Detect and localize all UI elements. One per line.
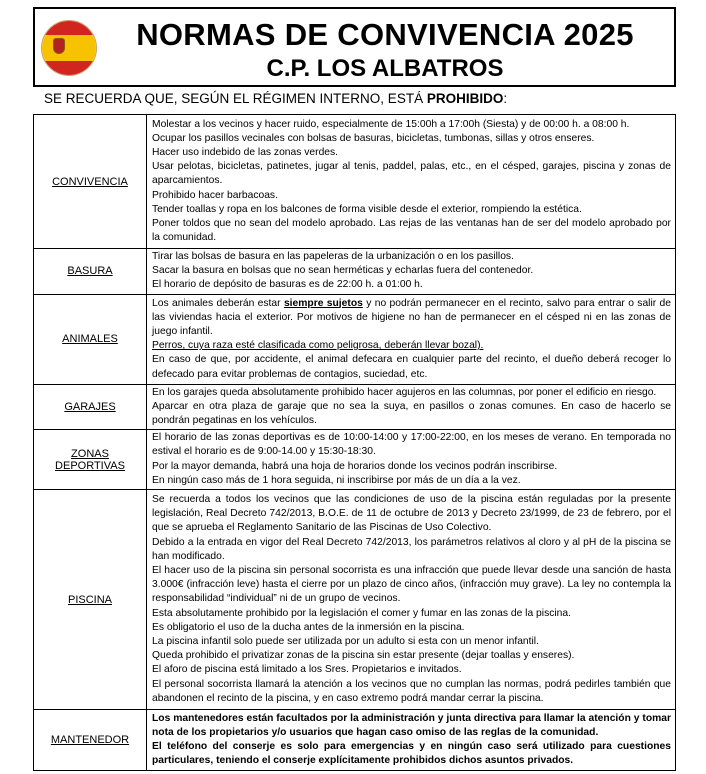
document-title: NORMAS DE CONVIVENCIA 2025 [136,17,634,52]
rule-line: Ocupar los pasillos vecinales con bolsas de basuras, bicicletas, tumbonas, sillas y otros enseres. [152,132,595,144]
rule-line: En caso de que, por accidente, el animal defecara en cualquier parte del recinto, el dueño deberá recoger lo defecado para evitar problemas de contagios, suciedad, etc. [152,354,671,380]
section-mantenedor [34,710,676,771]
section-convivencia [34,115,676,249]
section-animales [34,294,676,384]
rule-line: Sacar la basura en bolsas que no sean herméticas y echarlas fuera del contenedor. [152,265,534,277]
rule-line: Se recuerda a todos los vecinos que las condiciones de uso de la piscina están reguladas por la presente legislación, Real Decreto 742/2013, B.O.E. de 11 de octubre de 2013 y Decreto 23/1999, de 23 de febrero, por el que se aprueba el Reglamento Sanitario de las Piscinas de Uso Colectivo. [152,494,671,534]
section-label: ZONAS DEPORTIVAS [34,430,147,490]
section-content [147,490,676,710]
rule-line: Esta absolutamente prohibido por la legislación el comer y fumar en las zonas de la piscina. [152,607,571,619]
rule-line: Los mantenedores están facultados por la administración y junta directiva para llamar la atención y tomar nota de los propietarios y/o usuarios que hagan caso omiso de las reglas de la comunidad. [152,712,671,738]
rule-line: Por la mayor demanda, habrá una hoja de horarios donde los vecinos podrán inscribirse. [152,460,558,472]
rule-line: Es obligatorio el uso de la ducha antes de la inmersión en la piscina. [152,621,465,633]
section-label: MANTENEDOR [34,710,147,771]
section-content [147,249,676,295]
section-content [147,384,676,430]
section-basura [34,249,676,295]
section-garajes [34,384,676,430]
rule-line: El horario de las zonas deportivas es de 10:00-14:00 y 17:00-22:00, en los meses de verano. En temporada no estival el horario es de 9:00-14.00 y 15:30-18:30. [152,432,671,458]
rule-line: Tirar las bolsas de basura en las papeleras de la urbanización o en los pasillos. [152,251,514,262]
rule-line: El hacer uso de la piscina sin personal socorrista es una infracción que puede llevar desde una sanción de hasta 3.000€ (infracción leve) hasta el cierre por un plazo de cinco años, (infracción muy grave). La ley no contempla la responsabilidad “individual” ni de un grupo de vecinos. [152,565,671,605]
document-header [33,7,676,87]
rule-line: La piscina infantil solo puede ser utilizada por un adulto si esta con un menor infantil. [152,636,539,648]
rule-line: En ningún caso más de 1 hora seguida, ni inscribirse por más de un día a la vez. [152,474,521,486]
rule-line: El personal socorrista llamará la atención a los vecinos que no cumplan las normas, podrá pedirles también que abandonen el recinto de la piscina, y en caso extremo podrá mandar cerrar la piscina. [152,678,671,704]
rule-line: Poner toldos que no sean del modelo aprobado. Las rejas de las ventanas han de ser del modelo aprobado por la comunidad. [152,218,671,244]
rule-line: Aparcar en otra plaza de garaje que no sea la suya, en pasillos o zonas comunes. En caso de hacerlo se pondrán pegatinas en los vehículos. [152,400,671,427]
section-content [147,710,676,771]
section-label: PISCINA [34,490,147,710]
rule-line: Perros, cuya raza esté clasificada como peligrosa, deberán llevar bozal). [152,340,484,352]
emphasis-text: siempre sujetos [283,297,363,309]
section-label: GARAJES [34,384,147,430]
rule-line: Usar pelotas, bicicletas, patinetes, jugar al tenis, paddel, palas, etc., en el césped, garajes, piscina y zonas de aparcamientos. [152,161,671,187]
rule-line: Debido a la entrada en vigor del Real Decreto 742/2013, los parámetros relativos al cloro y al pH de la piscina se han modificado. [152,536,671,562]
rule-line: En los garajes queda absolutamente prohibido hacer agujeros en las columnas, por poner el edificio en riesgo. [152,386,657,398]
section-zonas-deportivas [34,430,676,490]
community-name: C.P. LOS ALBATROS [266,55,504,82]
rule-line: El teléfono del conserje es solo para emergencias y en ningún caso será utilizado para cuestiones particulares, teniendo el conserje explícitamente prohibidos dichos asuntos privados. [152,741,671,767]
rule-line: El horario de depósito de basuras es de 22:00 h. a 01:00 h. [152,279,423,291]
rule-line: El aforo de piscina está limitado a los Sres. Propietarios e invitados. [152,664,462,676]
spain-flag-icon [41,20,97,76]
rule-line: Prohibido hacer barbacoas. [152,189,278,201]
section-label: BASURA [34,249,147,295]
section-label: CONVIVENCIA [34,115,147,249]
section-content [147,430,676,490]
rules-table [33,114,676,771]
rule-line: Tender toallas y ropa en los balcones de forma visible desde el exterior, rompiendo la estética. [152,203,582,215]
rule-line: Hacer uso indebido de las zonas verdes. [152,146,339,158]
intro-text: SE RECUERDA QUE, SEGÚN EL RÉGIMEN INTERNO, ESTÁ PROHIBIDO: [44,91,508,106]
section-content [147,294,676,384]
rule-line: Queda prohibido el privatizar zonas de la piscina sin estar presente (dejar toallas y enseres). [152,650,575,662]
section-label: ANIMALES [34,294,147,384]
section-piscina [34,490,676,710]
intro-emphasis: PROHIBIDO [426,91,504,106]
rule-line: Los animales deberán estar siempre sujetos y no podrán permanecer en el recinto, salvo para entrar o salir de las viviendas hacia el exterior. Por motivos de higiene no han de permanecer en el césped ni en las zonas de juego infantil. [152,297,671,337]
section-content [147,115,676,249]
rule-line: Molestar a los vecinos y hacer ruido, especialmente de 15:00h a 17:00h (Siesta) y de 00:00 h. a 08:00 h. [152,118,630,130]
